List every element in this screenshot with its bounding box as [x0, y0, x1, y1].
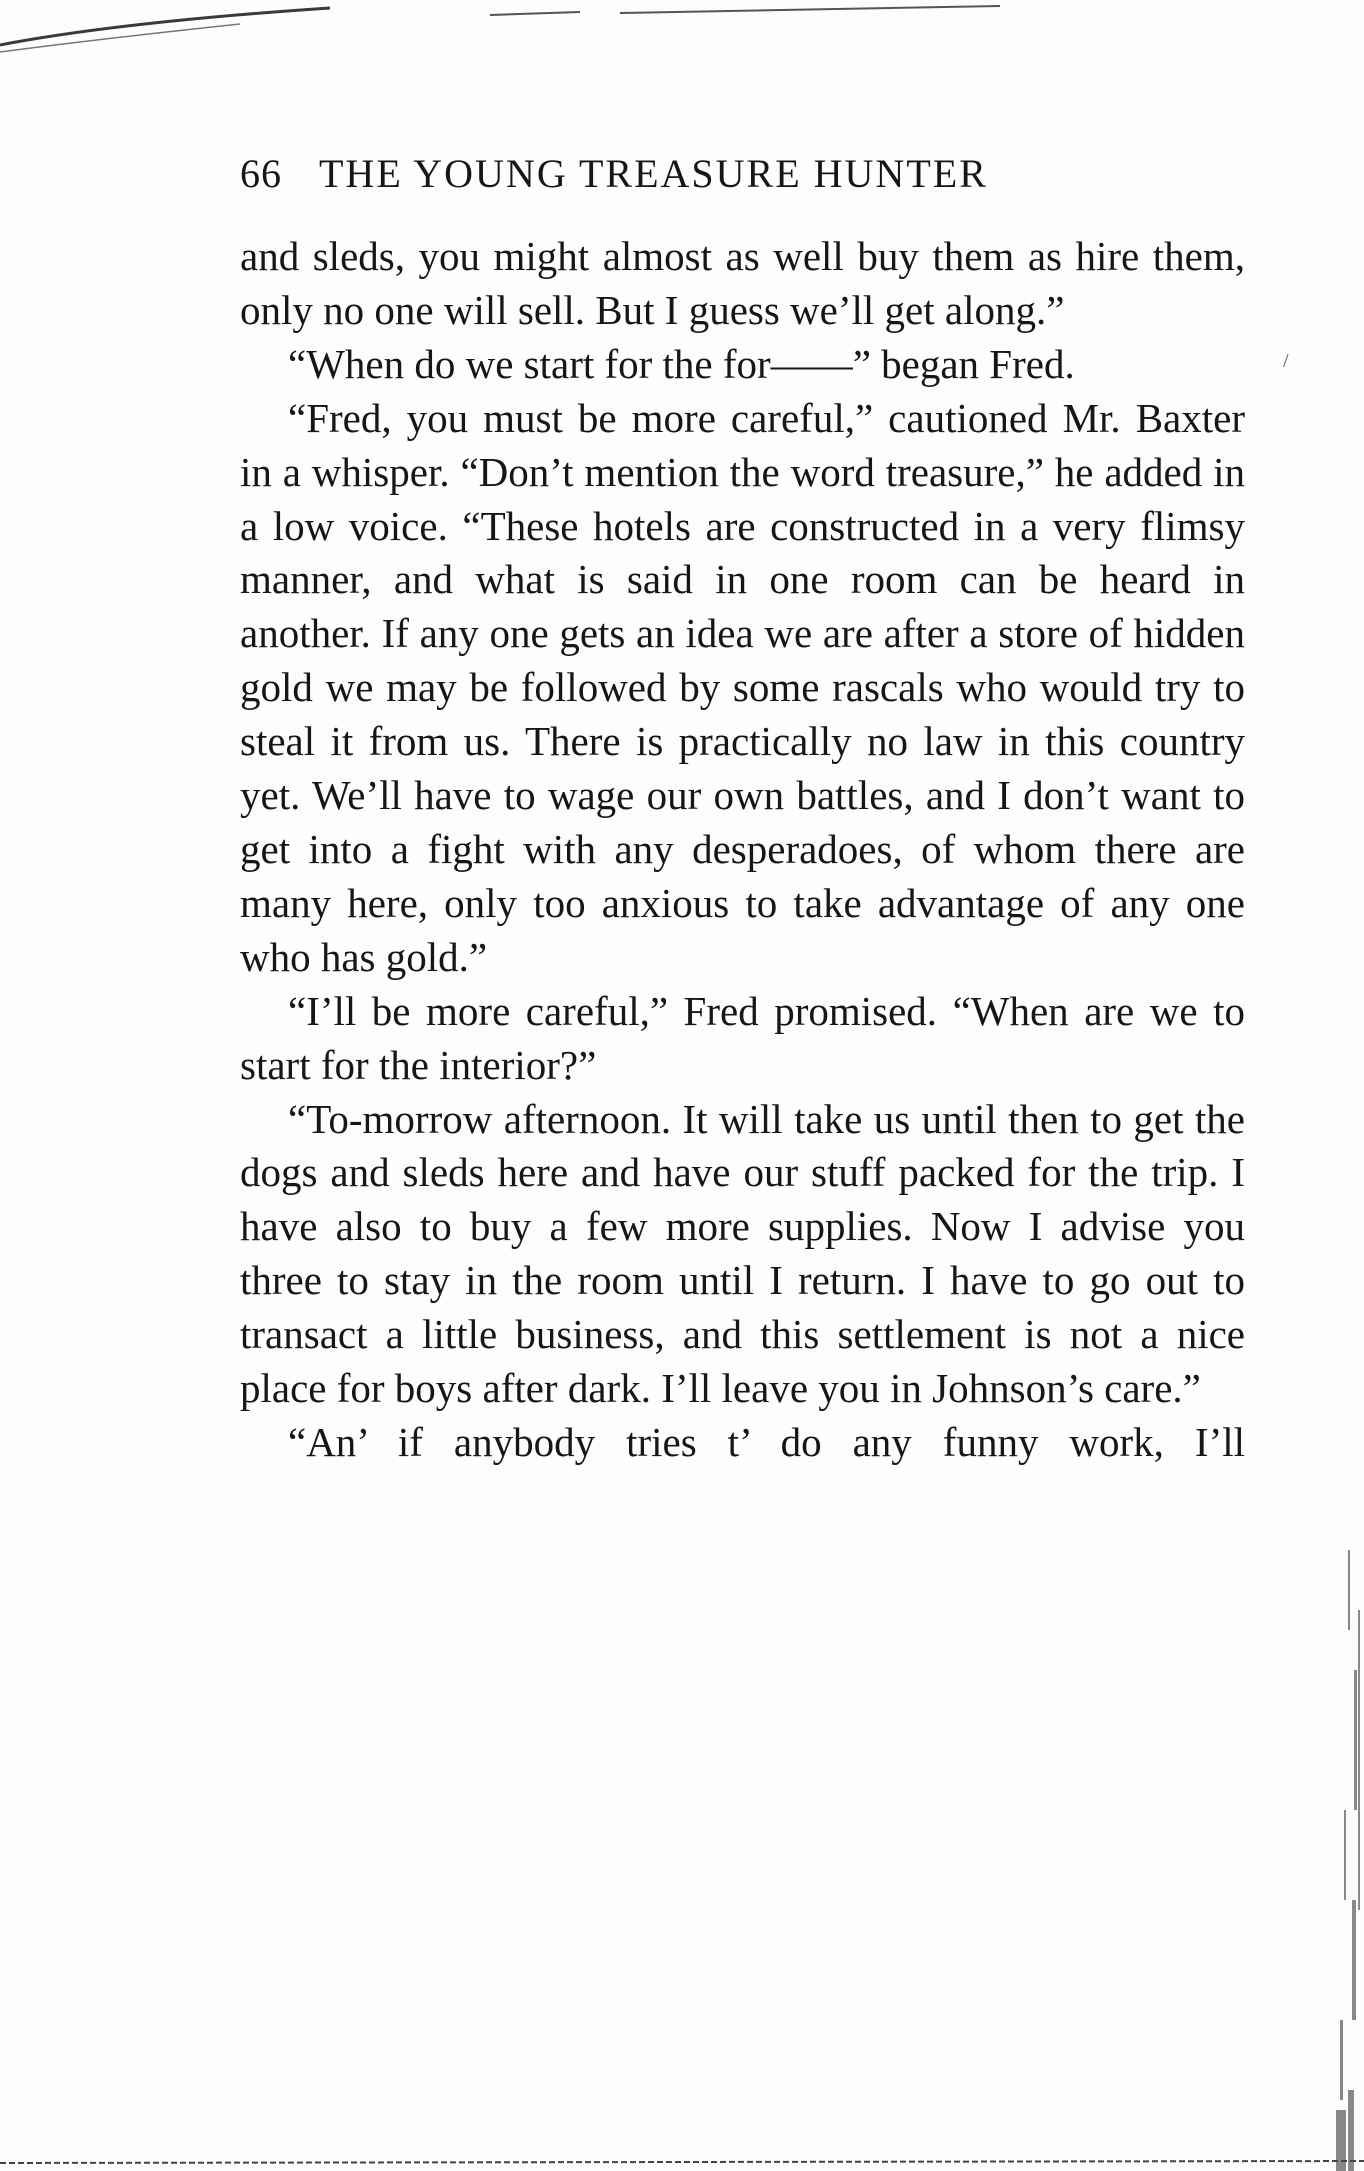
- body-text: [240, 230, 1245, 1470]
- paragraph: “I’ll be more careful,” Fred promised. “When are we to start for the interior?”: [240, 987, 1245, 1088]
- page-number: 66: [240, 151, 282, 196]
- margin-mark: /: [1283, 350, 1289, 372]
- paragraph: “When do we start for the for——” began Fred.: [288, 340, 1075, 387]
- paragraph: and sleds, you might almost as well buy them as hire them, only no one will sell. But I guess we’ll get along.”: [240, 233, 1245, 333]
- scan-bottom-edge: [0, 2155, 1364, 2171]
- paragraph: “An’ if anybody tries t’ do any funny work, I’ll: [288, 1418, 1245, 1465]
- paragraph: “To-morrow afternoon. It will take us until then to get the dogs and sleds here and have our stuff packed for the trip. I have also to buy a few more supplies. Now I advise you three to stay in the room until I return. I have to go out to transact a little business, and this settlement is not a nice place for boys after dark. I’ll leave you in Johnson’s care.”: [240, 1095, 1245, 1412]
- paragraph: “Fred, you must be more careful,” cautioned Mr. Baxter in a whisper. “Don’t mention the word treasure,” he added in a low voice. “These hotels are constructed in a very flimsy manner, and what is said in one room can be heard in another. If any one gets an idea we are after a store of hidden gold we may be followed by some rascals who would try to steal it from us. There is practically no law in this country yet. We’ll have to wage our own battles, and I don’t want to get into a fight with any desperadoes, of whom there are many here, only too anxious to take advantage of any one who has gold.”: [240, 394, 1245, 980]
- scan-top-edge: [0, 0, 1364, 60]
- running-title: THE YOUNG TREASURE HUNTER: [319, 151, 988, 196]
- page-header: [240, 150, 1250, 200]
- scan-right-edge: [1318, 1550, 1364, 2171]
